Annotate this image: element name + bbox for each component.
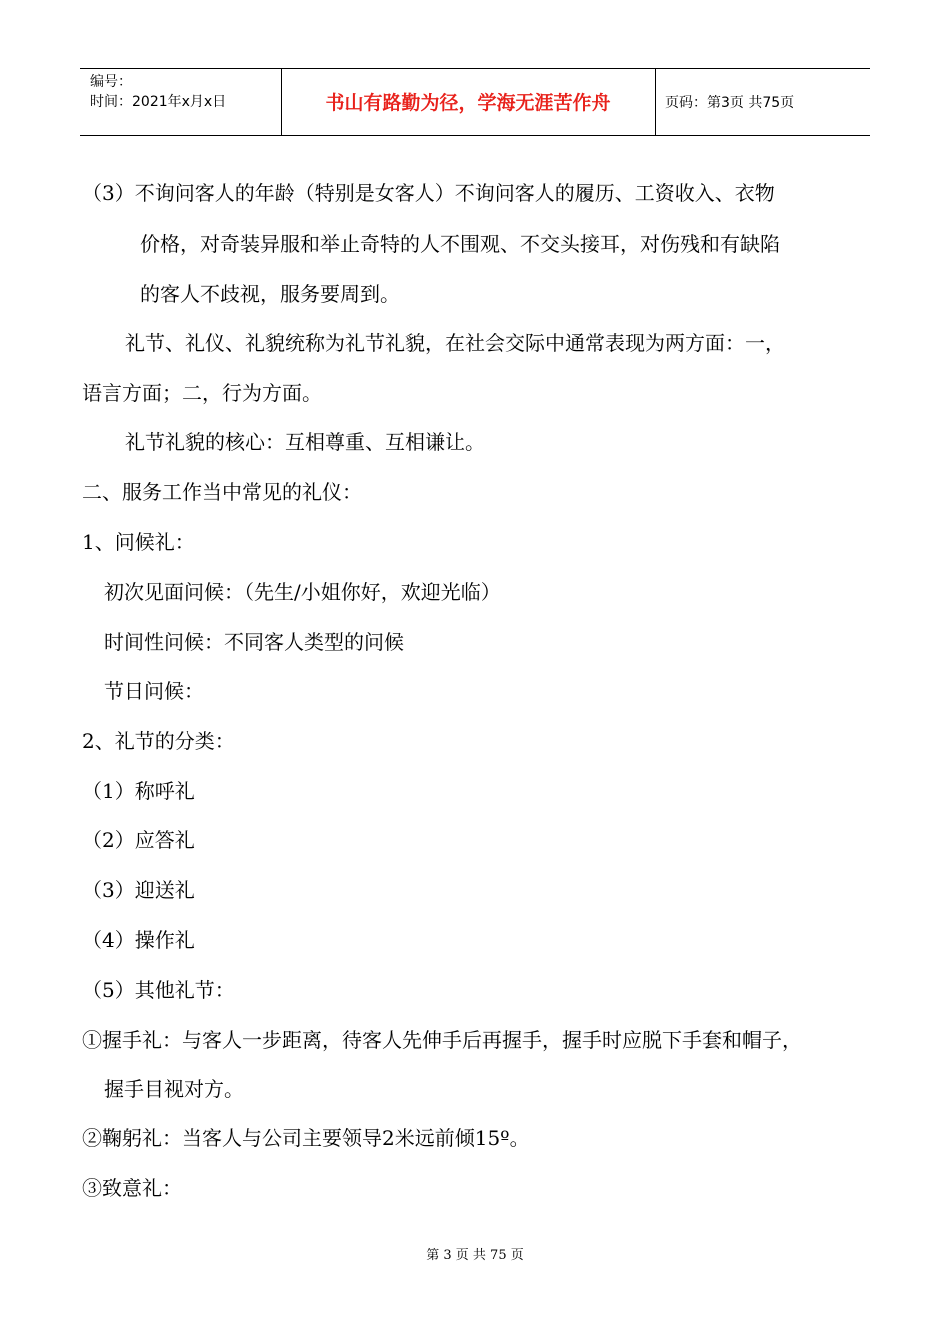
list-item: （2）应答礼 (82, 828, 195, 852)
list-item: （5）其他礼节： (82, 978, 235, 1002)
paragraph-line: ③致意礼： (82, 1176, 182, 1200)
paragraph-line: ①握手礼：与客人一步距离，待客人先伸手后再握手，握手时应脱下手套和帽子， (82, 1028, 802, 1052)
list-item: （1）称呼礼 (82, 779, 195, 803)
paragraph-line: ②鞠躬礼：当客人与公司主要领导2米远前倾15º。 (82, 1126, 530, 1150)
list-item: （3）迎送礼 (82, 878, 195, 902)
list-item: 2、礼节的分类： (82, 729, 235, 753)
list-item: 初次见面问候：（先生/小姐你好，欢迎光临） (104, 580, 501, 604)
header-number: 编号： (90, 74, 132, 90)
list-item: （4）操作礼 (82, 928, 195, 952)
header-top-rule (80, 68, 870, 69)
section-heading: 二、服务工作当中常见的礼仪： (82, 480, 362, 504)
header-motto: 书山有路勤为径，学海无涯苦作舟 (325, 92, 611, 114)
page-footer: 第 3 页 共 75 页 (426, 1248, 524, 1263)
paragraph-line: 礼节、礼仪、礼貌统称为礼节礼貌，在社会交际中通常表现为两方面：一， (125, 331, 785, 355)
list-item: 时间性问候：不同客人类型的问候 (104, 630, 404, 654)
list-item: 1、问候礼： (82, 530, 195, 554)
header-bottom-rule (80, 135, 870, 136)
list-item: 节日问候： (104, 679, 204, 703)
paragraph-line: 礼节礼貌的核心：互相尊重、互相谦让。 (125, 430, 485, 454)
paragraph-line: 的客人不歧视，服务要周到。 (140, 282, 400, 306)
header-divider-right (655, 68, 656, 136)
header-meta (90, 72, 226, 112)
paragraph-line: 握手目视对方。 (104, 1077, 244, 1101)
paragraph-line: （3）不询问客人的年龄（特别是女客人）不询问客人的履历、工资收入、衣物 (82, 181, 775, 205)
header-divider-left (281, 68, 282, 136)
paragraph-line: 语言方面；二，行为方面。 (82, 381, 322, 405)
header-page-number: 页码：第3页 共75页 (665, 95, 795, 111)
header-time: 时间：2021年x月x日 (90, 94, 227, 110)
paragraph-line: 价格，对奇装异服和举止奇特的人不围观、不交头接耳，对伤残和有缺陷 (140, 232, 780, 256)
